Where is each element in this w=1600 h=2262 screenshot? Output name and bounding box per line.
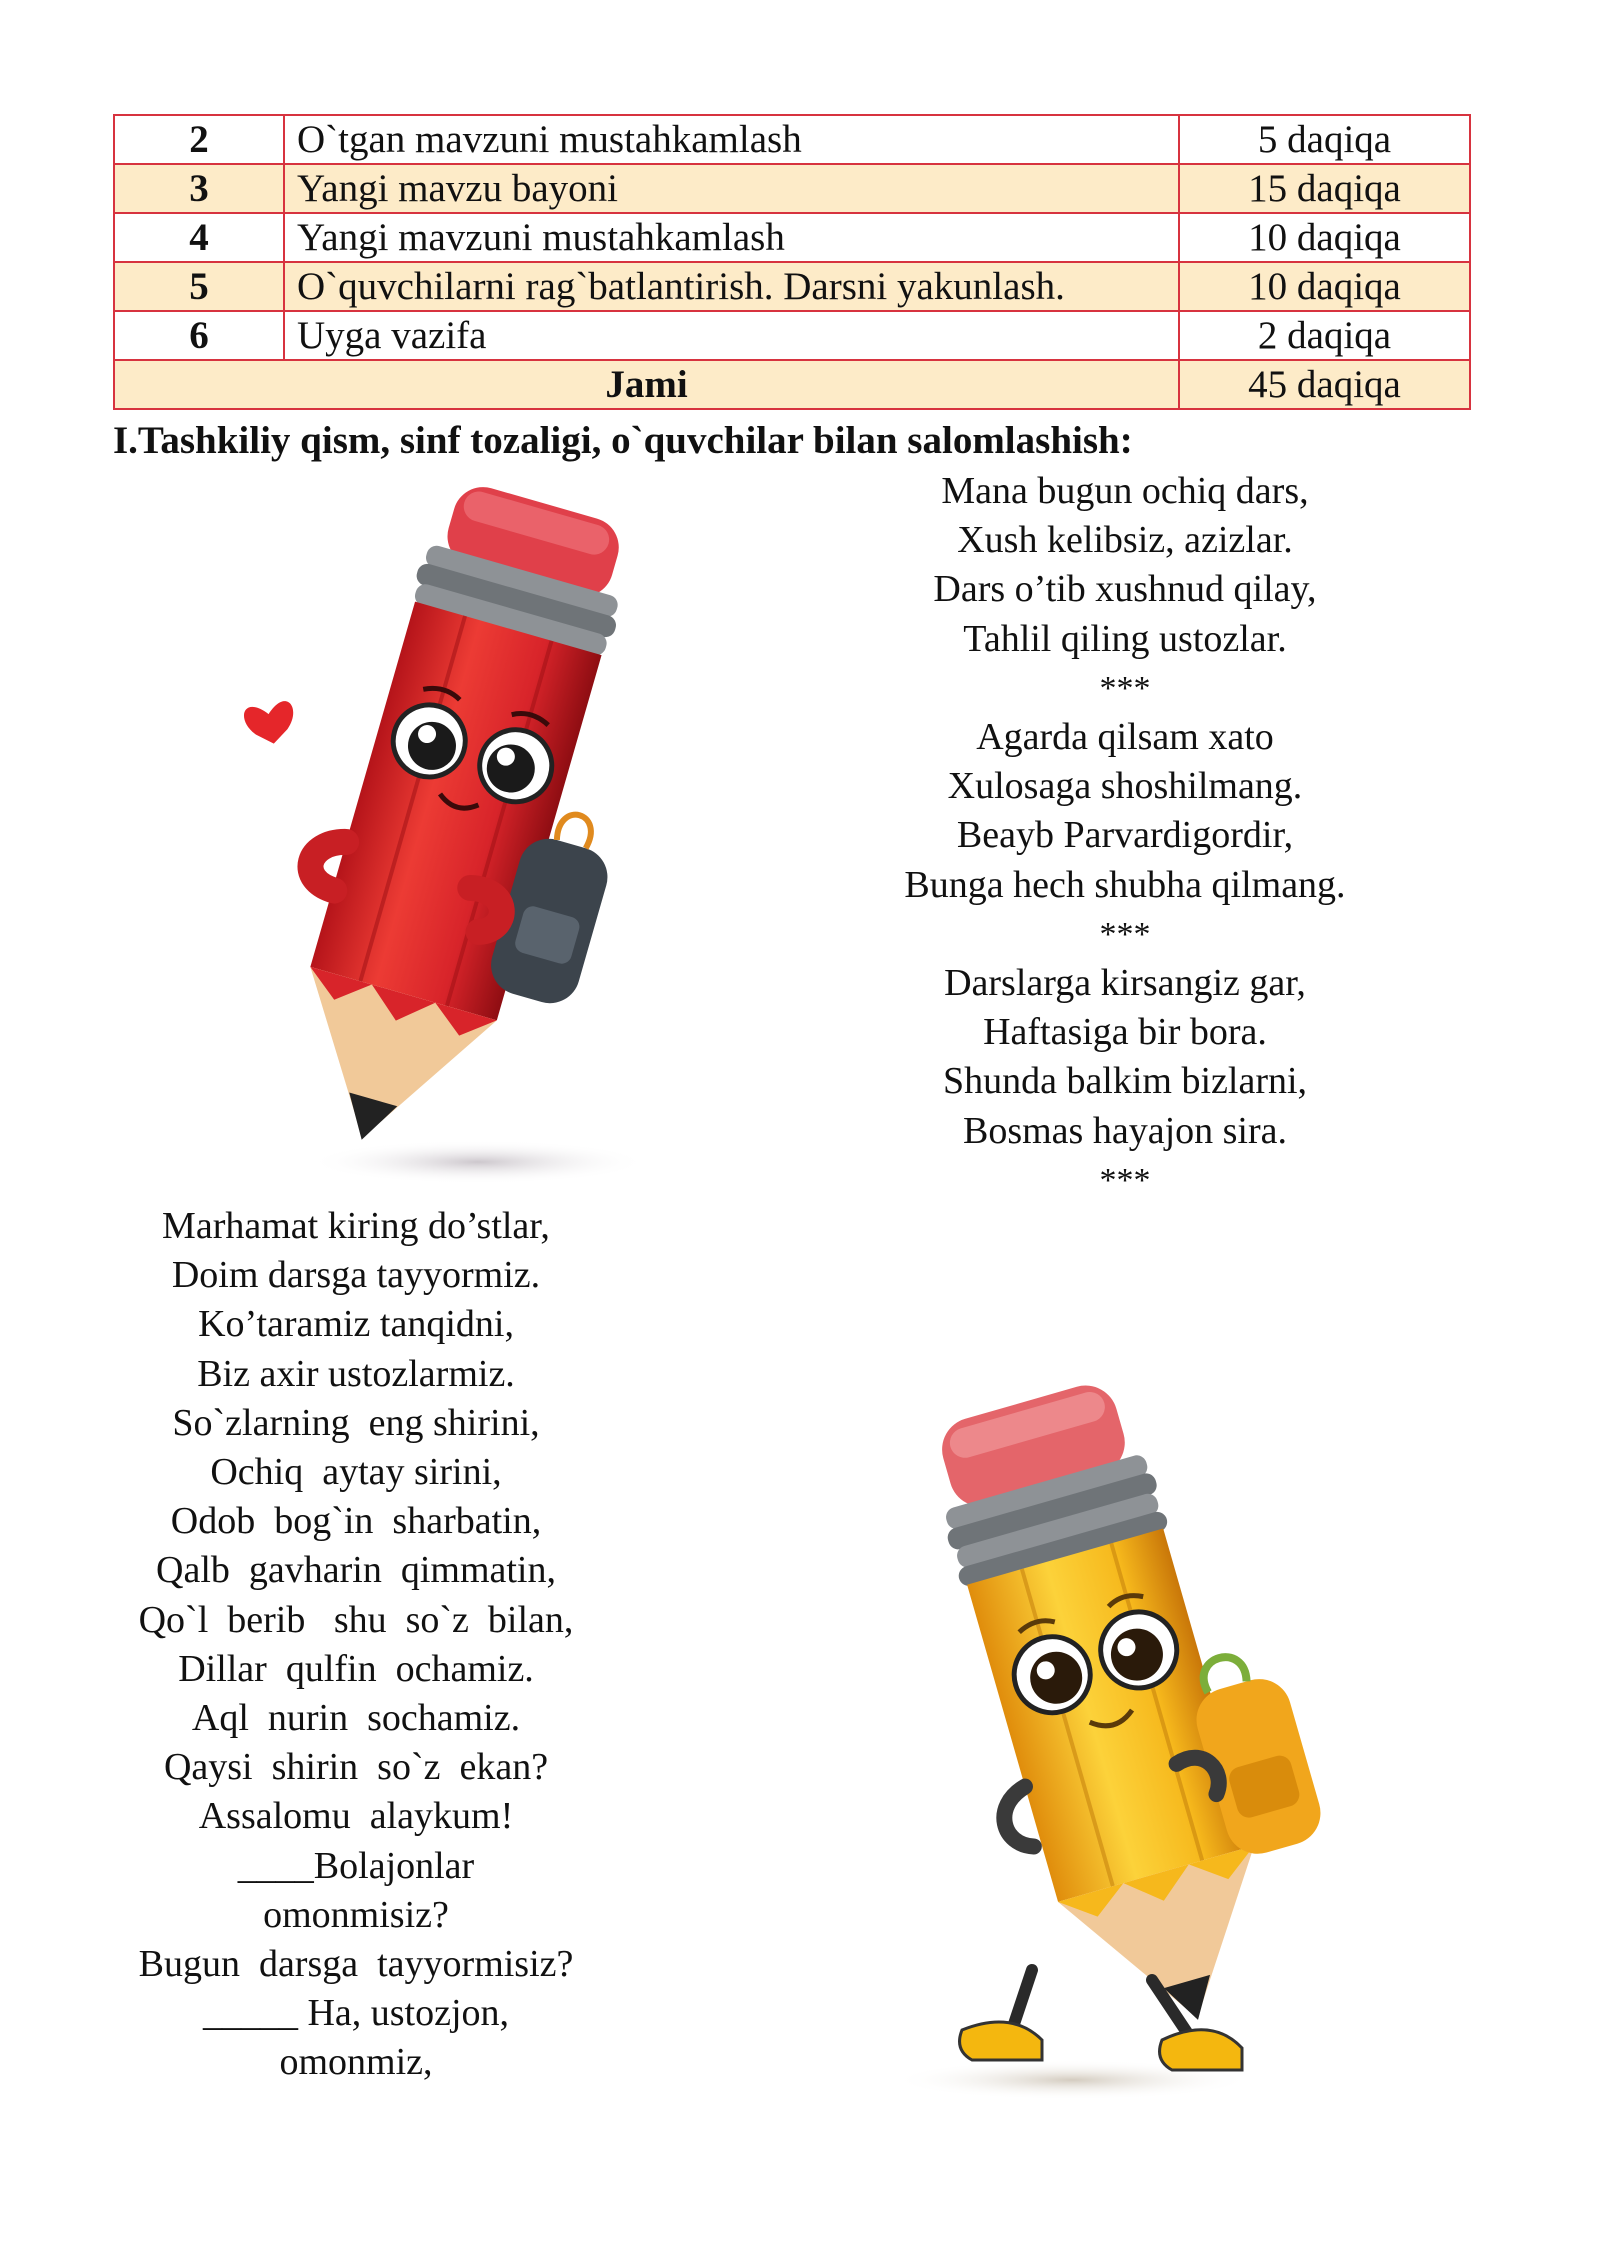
poem-line: Ochiq aytay sirini, [210, 1451, 502, 1494]
poem-line: Ko’taramiz tanqidni, [198, 1303, 514, 1346]
stage-name: Yangi mavzuni mustahkamlash [284, 213, 1179, 262]
poem-line: Mana bugun ochiq dars, [941, 470, 1309, 512]
poem-line: Shunda balkim bizlarni, [942, 1060, 1308, 1103]
poem-line: Dillar qulfin ochamiz. [178, 1647, 534, 1690]
total-label: Jami [114, 360, 1179, 409]
row-number: 4 [114, 213, 284, 262]
poem-line: omonmisiz? [263, 1893, 449, 1936]
poem-line: So`zlarning eng shirini, [172, 1401, 540, 1444]
poem-line: Xush kelibsiz, azizlar. [957, 519, 1293, 562]
poem-line: _____ Ha, ustozjon, [202, 1992, 510, 2035]
stage-name: O`tgan mavzuni mustahkamlash [284, 115, 1179, 164]
table-row [114, 213, 1470, 262]
total-time: 45 daqiqa [1179, 360, 1470, 409]
row-number: 2 [114, 115, 284, 164]
poem-line: Qo`l berib shu so`z bilan, [138, 1598, 574, 1641]
row-number: 3 [114, 164, 284, 213]
stanza-separator: *** [1099, 1161, 1151, 1199]
poem-line: Qaysi shirin so`z ekan? [163, 1746, 549, 1789]
poem-line: Haftasiga bir bora. [983, 1011, 1267, 1054]
stage-time: 10 daqiqa [1179, 213, 1470, 262]
poem-line: Bosmas hayajon sira. [962, 1109, 1287, 1152]
poem-line: Darslarga kirsangiz gar, [944, 962, 1306, 1005]
poem-line: Qalb gavharin qimmatin, [156, 1549, 556, 1592]
poem-line: omonmiz, [279, 2041, 433, 2084]
table-row [114, 311, 1470, 360]
stage-time: 10 daqiqa [1179, 262, 1470, 311]
stage-name: Uyga vazifa [284, 311, 1179, 360]
poem-line: Bugun darsga tayyormisiz? [138, 1943, 574, 1986]
stage-time: 15 daqiqa [1179, 164, 1470, 213]
poem-line: Assalomu alaykum! [198, 1795, 514, 1838]
stanza-separator: *** [1099, 915, 1151, 953]
stanza-separator: *** [1099, 669, 1151, 707]
poem-line: Doim darsga tayyormiz. [171, 1254, 541, 1297]
red-pencil-illustration [228, 482, 668, 1192]
section-heading: I.Tashkiliy qism, sinf tozaligi, o`quvchilar bilan salomlashish: [113, 419, 1133, 462]
stage-time: 5 daqiqa [1179, 115, 1470, 164]
poem-line: Bunga hech shubha qilmang. [904, 863, 1346, 906]
poem-line: ____Bolajonlar [237, 1844, 475, 1887]
table-row [114, 262, 1470, 311]
poem-line: Tahlil qiling ustozlar. [963, 617, 1287, 660]
table-total-row [114, 360, 1470, 409]
stage-time: 2 daqiqa [1179, 311, 1470, 360]
stage-name: O`quvchilarni rag`batlantirish. Darsni yakunlash. [284, 262, 1179, 311]
table-row [114, 115, 1470, 164]
yellow-pencil-illustration [862, 1380, 1342, 2110]
poem-left [76, 1202, 636, 2088]
poem-right [845, 467, 1405, 1205]
lesson-plan-table [113, 114, 1471, 410]
row-number: 6 [114, 311, 284, 360]
stage-name: Yangi mavzu bayoni [284, 164, 1179, 213]
poem-line: Beayb Parvardigordir, [956, 814, 1294, 857]
poem-line: Agarda qilsam xato [976, 716, 1274, 759]
poem-line: Xulosaga shoshilmang. [947, 765, 1303, 808]
row-number: 5 [114, 262, 284, 311]
poem-line: Biz axir ustozlarmiz. [197, 1352, 515, 1395]
poem-line: Marhamat kiring do’stlar, [162, 1205, 550, 1247]
poem-line: Dars o’tib xushnud qilay, [933, 568, 1317, 611]
poem-line: Aql nurin sochamiz. [191, 1697, 521, 1740]
table-row [114, 164, 1470, 213]
poem-line: Odob bog`in sharbatin, [170, 1500, 542, 1543]
